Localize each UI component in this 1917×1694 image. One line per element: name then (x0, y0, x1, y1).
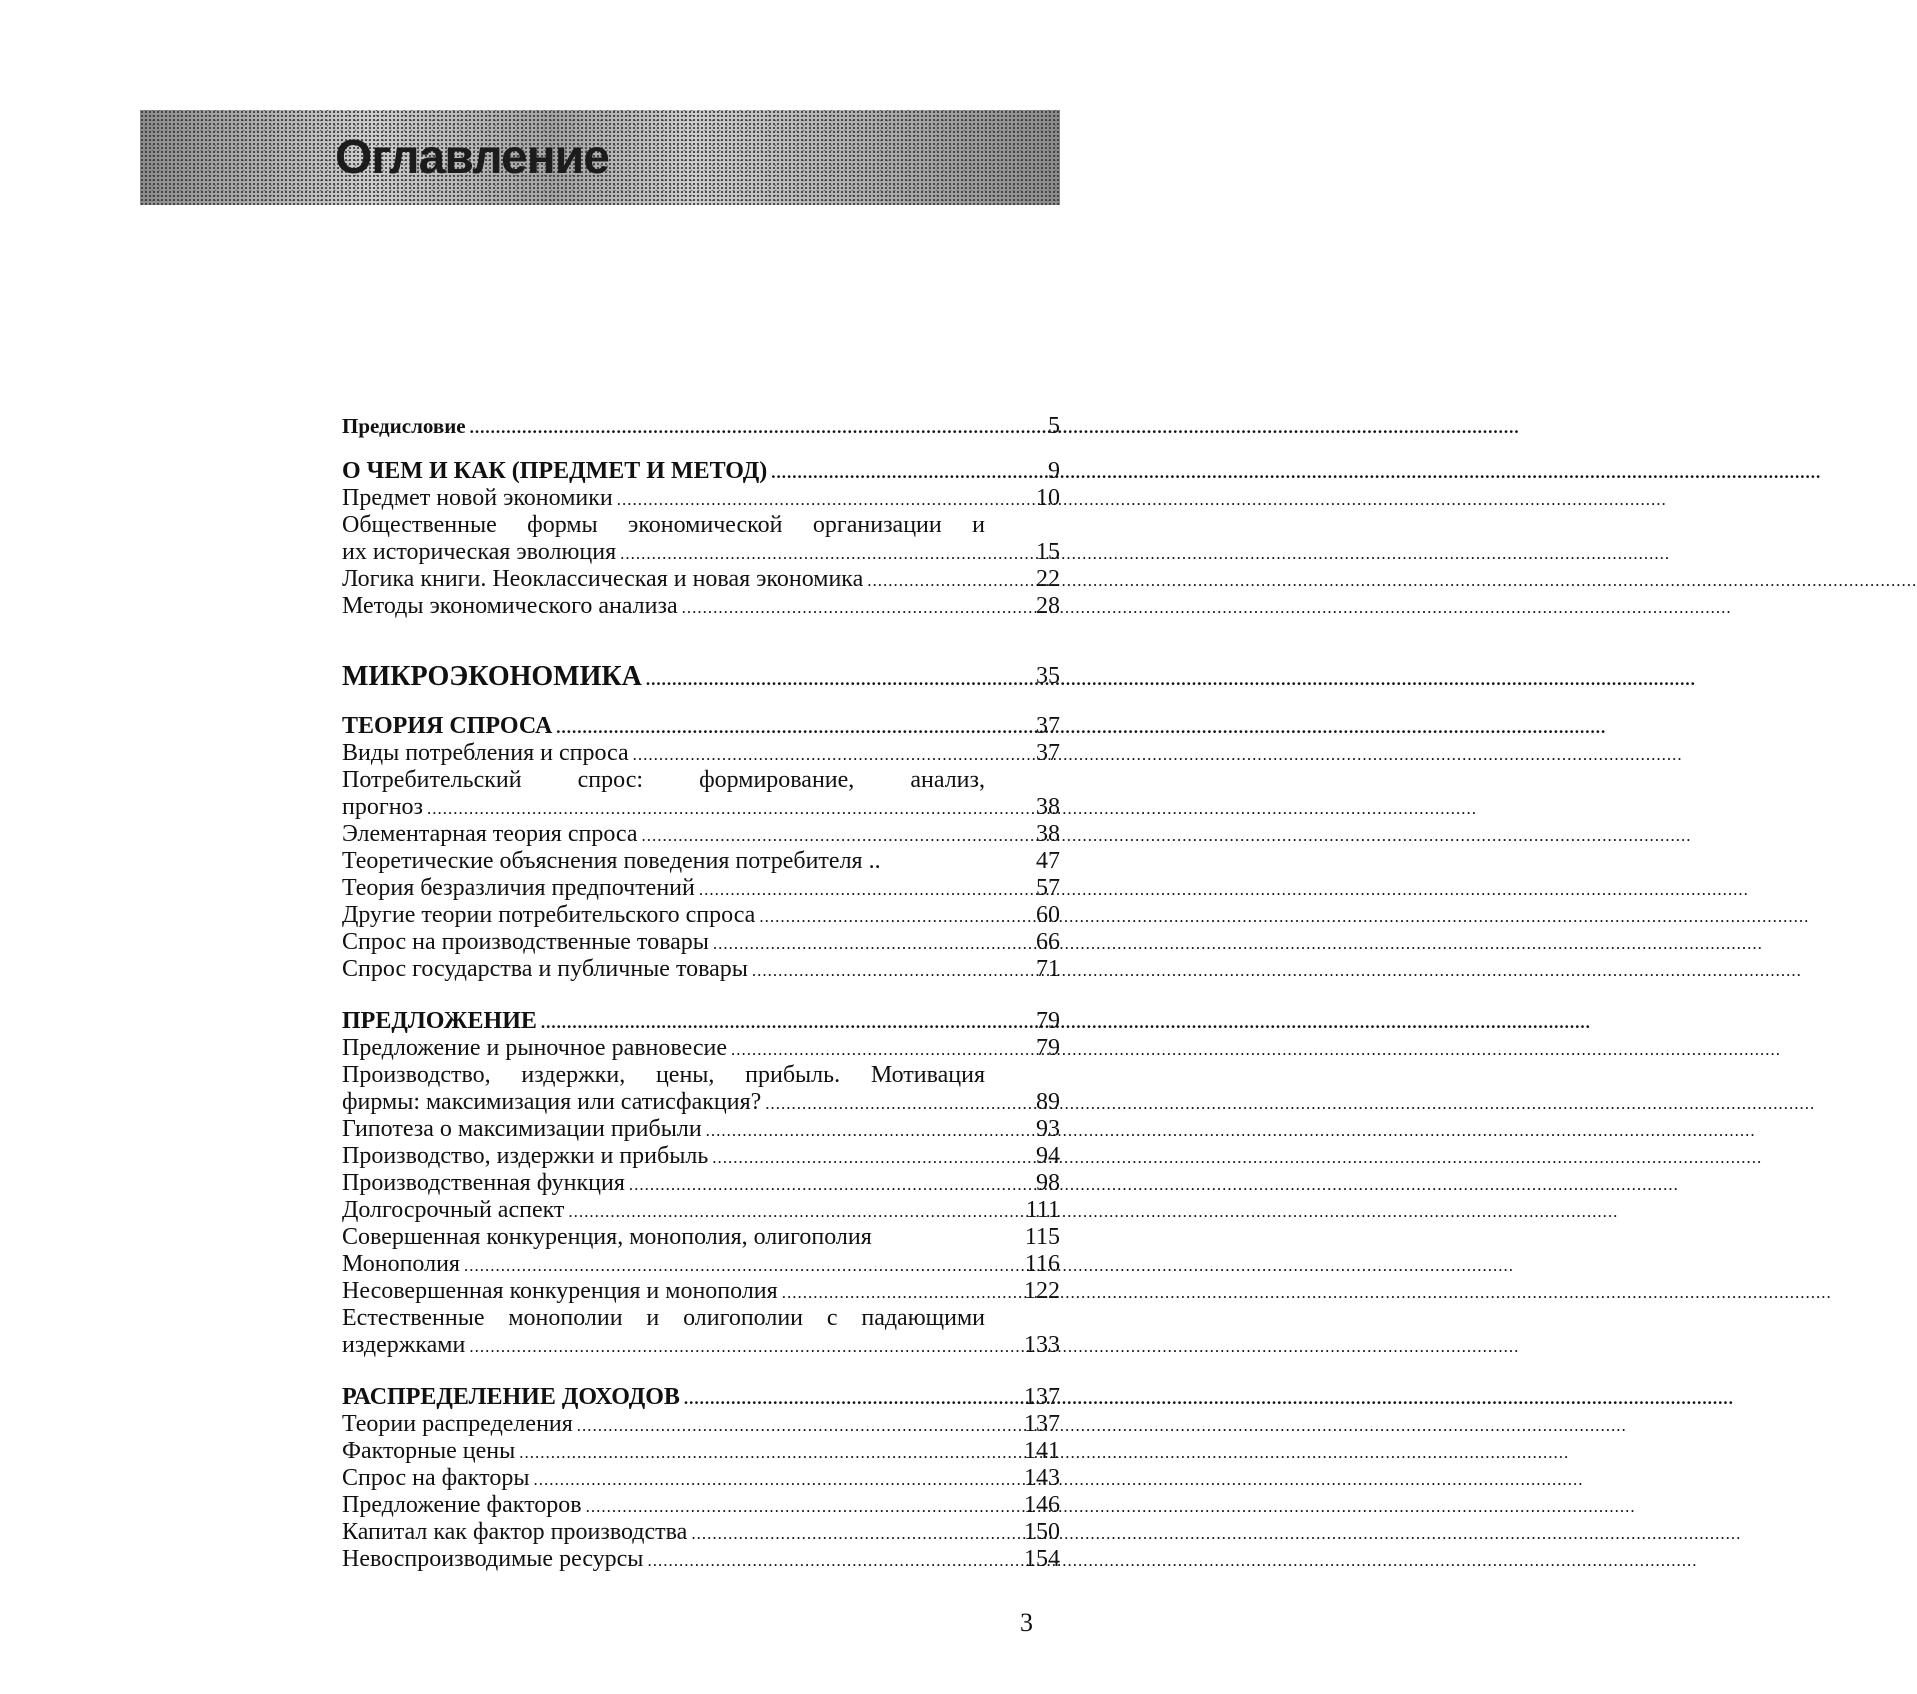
toc-entry-title: Предложение факторов (342, 1492, 582, 1518)
toc-entry-page: 137 (1024, 1384, 1060, 1410)
leader-dots (731, 1036, 1781, 1063)
toc-entry-page: 98 (1036, 1170, 1060, 1196)
toc-entry-title: Монополия (342, 1251, 460, 1277)
toc-entry-page: 37 (1036, 713, 1060, 739)
toc-entry-title-line: Естественные монополии и олигополии с падающими (342, 1305, 985, 1331)
toc-entry-title: издержками (342, 1332, 466, 1358)
toc-entry-page: 79 (1036, 1008, 1060, 1034)
toc-entry-title: фирмы: максимизация или сатисфакция? (342, 1089, 762, 1115)
leader-dots (782, 1279, 1832, 1306)
toc-entry-title: Гипотеза о максимизации прибыли (342, 1116, 702, 1142)
page-number: 3 (1020, 1608, 1033, 1637)
leader-dots (620, 540, 1670, 567)
leader-dots (771, 459, 1821, 486)
leader-dots (577, 1412, 1627, 1439)
toc-entry-page: 71 (1036, 956, 1060, 982)
toc-entry-title: Совершенная конкуренция, монополия, олигополия (342, 1224, 872, 1250)
leader-dots (464, 1252, 1514, 1279)
toc-entry-title-line: Производство, издержки, цены, прибыль. Мотивация (342, 1062, 985, 1088)
toc-entry-page: 47 (1036, 848, 1060, 874)
toc-entry-title: Теории распределения (342, 1411, 573, 1437)
toc-entry-title: ПРЕДЛОЖЕНИЕ (342, 1008, 537, 1034)
toc-entry-page: 94 (1036, 1143, 1060, 1169)
toc-entry-title: их историческая эволюция (342, 539, 617, 565)
toc-entry-page: 115 (1024, 1224, 1060, 1250)
toc-entry-page: 89 (1036, 1089, 1060, 1115)
toc-entry-page: 133 (1024, 1332, 1060, 1358)
toc-entry-title: Производство, издержки и прибыль (342, 1143, 709, 1169)
leader-dots (712, 1144, 1762, 1171)
toc-entry-page: 60 (1036, 902, 1060, 928)
leader-dots (469, 1333, 1519, 1360)
toc-entry-page: 9 (1048, 458, 1060, 484)
toc-entry-page: 28 (1036, 593, 1060, 619)
toc-entry-title: Предисловие (342, 414, 466, 438)
toc-entry-page: 66 (1036, 929, 1060, 955)
toc-entry-page: 111 (1025, 1197, 1060, 1223)
toc-entry-page: 37 (1036, 740, 1060, 766)
toc-entry-title: Виды потребления и спроса (342, 740, 629, 766)
leader-dots (691, 1520, 1741, 1547)
toc-entry-title: Предложение и рыночное равновесие (342, 1035, 727, 1061)
leader-dots (759, 903, 1809, 930)
toc-entry-page: 79 (1036, 1035, 1060, 1061)
toc-entry-title: Капитал как фактор производства (342, 1519, 688, 1545)
leader-dots (699, 876, 1749, 903)
leader-dots (713, 930, 1763, 957)
toc-entry-page: 150 (1024, 1519, 1060, 1545)
toc-entry-page: 38 (1036, 794, 1060, 820)
leader-dots (752, 957, 1802, 984)
toc-entry-title: МИКРОЭКОНОМИКА (342, 661, 642, 692)
toc-entry-page: 93 (1036, 1116, 1060, 1142)
leader-dots (633, 741, 1683, 768)
leader-dots (682, 594, 1732, 621)
toc-entry-page: 22 (1036, 566, 1060, 592)
toc-entry-page: 141 (1024, 1438, 1060, 1464)
toc-entry-page: 10 (1036, 485, 1060, 511)
toc-entry-page: 35 (1036, 663, 1060, 689)
leader-dots (617, 486, 1667, 513)
leader-dots (470, 414, 1520, 441)
leader-dots (541, 1009, 1591, 1036)
toc-entry-page: 137 (1024, 1411, 1060, 1437)
leader-dots (629, 1171, 1679, 1198)
toc-entry-title: Несовершенная конкуренция и монополия (342, 1278, 778, 1304)
toc-entry-title: Логика книги. Неоклассическая и новая экономика (342, 566, 864, 592)
toc-entry-title: РАСПРЕДЕЛЕНИЕ ДОХОДОВ (342, 1384, 680, 1410)
leader-dots (642, 822, 1692, 849)
leader-dots (556, 714, 1606, 741)
leader-dots (647, 1547, 1697, 1574)
toc-entry-page: 15 (1036, 539, 1060, 565)
toc-entry-page: 38 (1036, 821, 1060, 847)
leader-dots (568, 1198, 1618, 1225)
leader-dots (646, 666, 1696, 693)
toc-entry-title: Предмет новой экономики (342, 485, 613, 511)
toc-entry-title: Элементарная теория спроса (342, 821, 638, 847)
leader-dots (684, 1385, 1734, 1412)
toc-entry-title: Другие теории потребительского спроса (342, 902, 756, 928)
leader-dots (427, 795, 1477, 822)
toc-entry-page: 57 (1036, 875, 1060, 901)
toc-entry-title-line: Потребительский спрос: формирование, анализ, (342, 767, 985, 793)
toc-entry-title: ТЕОРИЯ СПРОСА (342, 713, 553, 739)
toc-entry-page: 146 (1024, 1492, 1060, 1518)
toc-entry-title: О ЧЕМ И КАК (ПРЕДМЕТ И МЕТОД) (342, 458, 768, 484)
toc-entry-title: Методы экономического анализа (342, 593, 678, 619)
toc-entry-page: 5 (1048, 413, 1060, 439)
toc-entry-title: Производственная функция (342, 1170, 625, 1196)
toc-entry-title: Теоретические объяснения поведения потребителя .. (342, 848, 881, 874)
page-title: Оглавление (335, 131, 609, 184)
toc-entry-page: 154 (1024, 1546, 1060, 1572)
leader-dots (586, 1493, 1636, 1520)
leader-dots (706, 1117, 1756, 1144)
toc-entry-page: 143 (1024, 1465, 1060, 1491)
toc-entry-title: Долгосрочный аспект (342, 1197, 565, 1223)
toc-entry-page: 122 (1024, 1278, 1060, 1304)
toc-entry-title: Спрос государства и публичные товары (342, 956, 748, 982)
toc-entry-title: Спрос на производственные товары (342, 929, 709, 955)
toc-entry-title: Спрос на факторы (342, 1465, 530, 1491)
toc-entry-title: прогноз (342, 794, 424, 820)
toc-entry-page: 116 (1024, 1251, 1060, 1277)
toc-entry-title: Невоспроизводимые ресурсы (342, 1546, 644, 1572)
toc-entry-title-line: Общественные формы экономической организации и (342, 512, 985, 538)
toc-entry-title: Теория безразличия предпочтений (342, 875, 695, 901)
leader-dots (765, 1090, 1815, 1117)
toc-entry-title: Факторные цены (342, 1438, 516, 1464)
